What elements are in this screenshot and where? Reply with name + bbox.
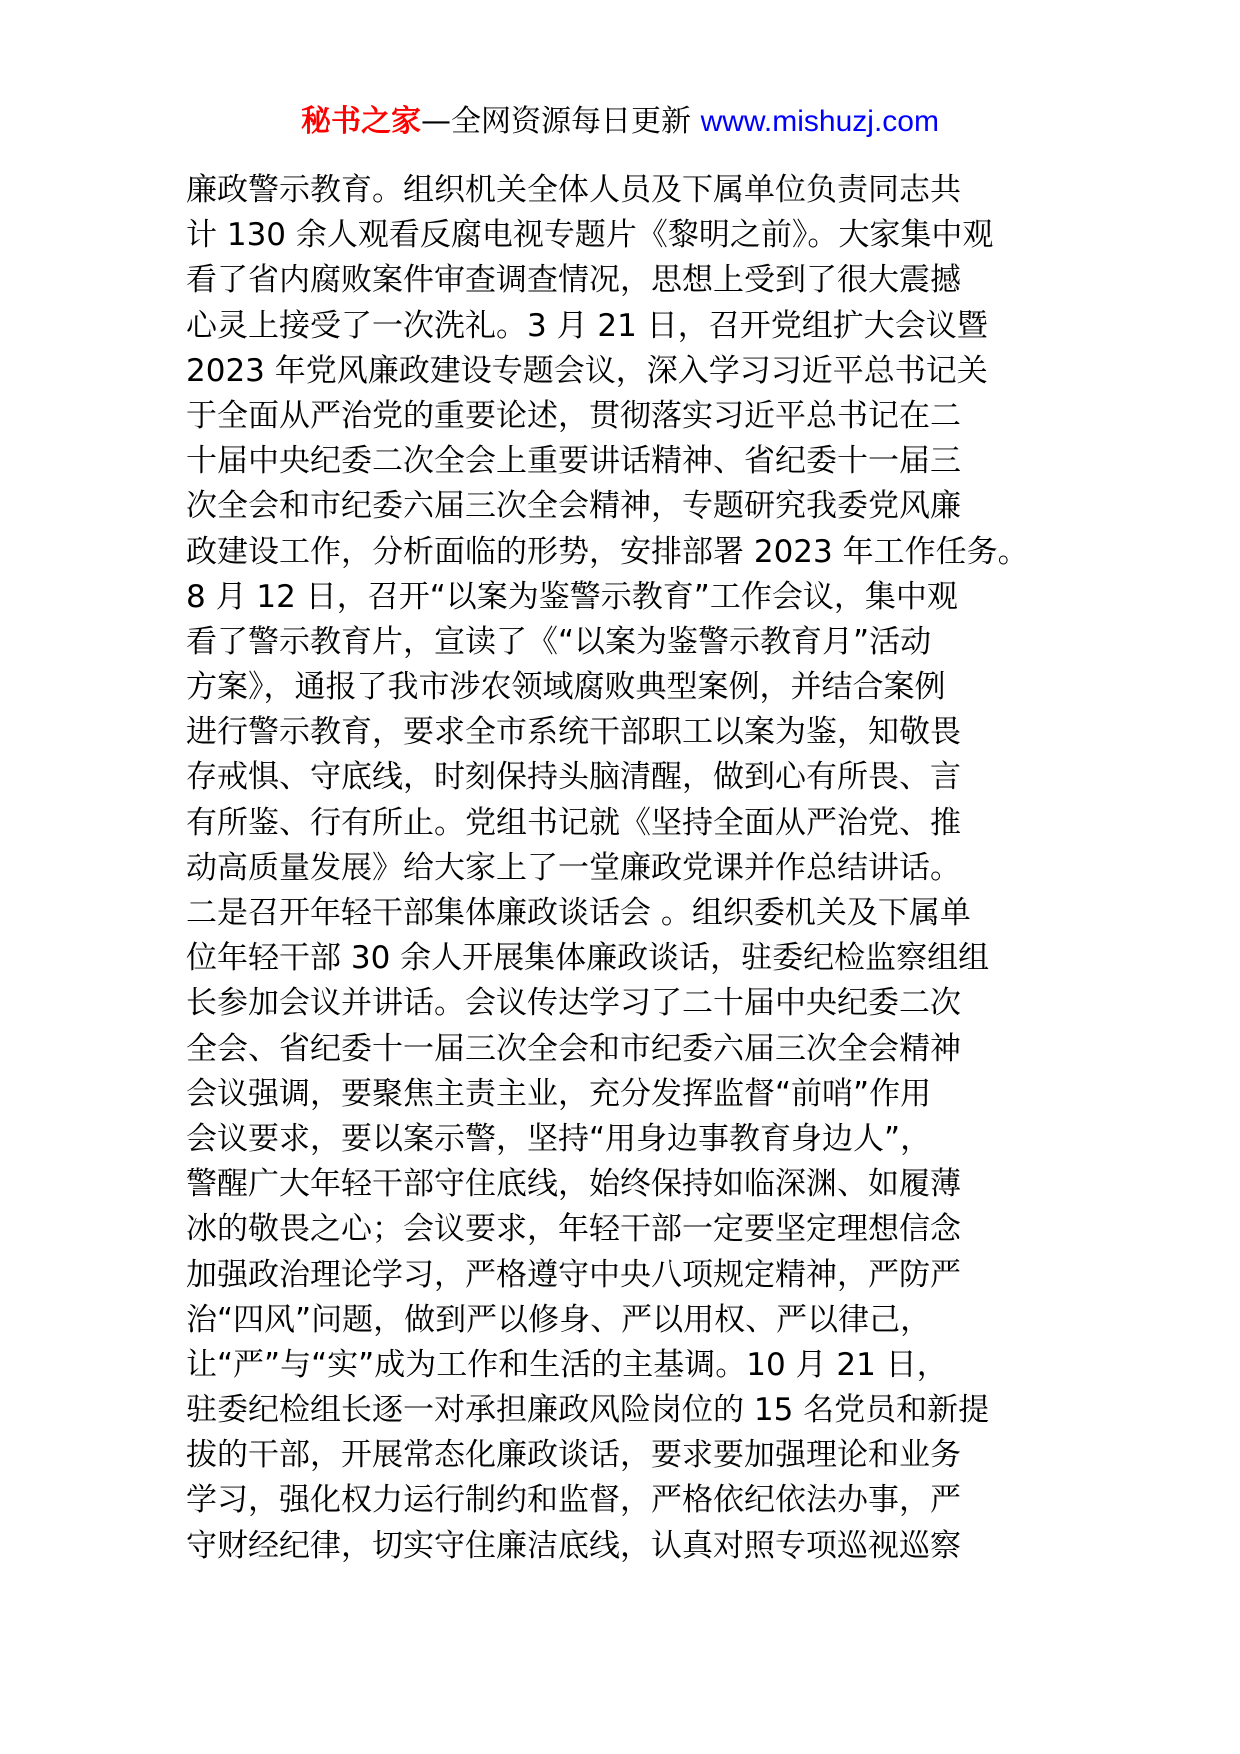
text-line: 于全面从严治党的重要论述，贯彻落实习近平总书记在二	[186, 397, 961, 434]
text-line: 十届中央纪委二次全会上重要讲话精神、省纪委十一届三	[186, 443, 961, 480]
text-line: 冰的敬畏之心；会议要求，年轻干部一定要坚定理想信念	[186, 1211, 961, 1248]
page-header	[0, 100, 1240, 144]
text-line: 计 130 余人观看反腐电视专题片《黎明之前》。大家集中观	[186, 217, 994, 254]
text-line: 有所鉴、行有所止。党组书记就《坚持全面从严治党、推	[186, 804, 961, 841]
text-line: 方案》，通报了我市涉农领域腐败典型案例，并结合案例	[186, 669, 946, 706]
text-line: 8 月 12 日，召开“以案为鉴警示教育”工作会议，集中观	[186, 578, 958, 615]
text-line: 长参加会议并讲话。会议传达学习了二十届中央纪委二次	[186, 985, 961, 1022]
text-line: 学习，强化权力运行制约和监督，严格依纪依法办事，严	[186, 1482, 961, 1519]
site-url-link[interactable]: www.mishuzj.com	[700, 105, 939, 138]
text-line: 廉政警示教育。组织机关全体人员及下属单位负责同志共	[186, 172, 961, 208]
text-line: 二是召开年轻干部集体廉政谈话会 。组织委机关及下属单	[186, 895, 971, 931]
text-line: 治“四风”问题，做到严以修身、严以用权、严以律己，	[186, 1301, 932, 1338]
text-line: 警醒广大年轻干部守住底线，始终保持如临深渊、如履薄	[186, 1166, 961, 1203]
text-line: 2023 年党风廉政建设专题会议，深入学习习近平总书记关	[186, 352, 988, 389]
text-line: 政建设工作，分析面临的形势，安排部署 2023 年工作任务。	[186, 533, 1029, 570]
site-tagline: —全网资源每日更新	[421, 104, 701, 139]
text-line: 动高质量发展》给大家上了一堂廉政党课并作总结讲话。	[186, 849, 961, 886]
text-line: 会议强调，要聚焦主责主业，充分发挥监督“前哨”作用	[186, 1075, 932, 1112]
text-line: 让“严”与“实”成为工作和生活的主基调。10 月 21 日，	[186, 1346, 948, 1383]
text-line: 存戒惧、守底线，时刻保持头脑清醒，做到心有所畏、言	[186, 759, 961, 796]
text-line: 全会、省纪委十一届三次全会和市纪委六届三次全会精神	[186, 1030, 961, 1067]
site-brand: 秘书之家	[301, 104, 422, 139]
text-line: 心灵上接受了一次洗礼。3 月 21 日，召开党组扩大会议暨	[186, 307, 988, 344]
text-line: 看了警示教育片，宣读了《“以案为鉴警示教育月”活动	[186, 623, 932, 660]
text-line: 看了省内腐败案件审查调查情况，思想上受到了很大震撼	[186, 262, 961, 299]
text-line: 驻委纪检组长逐一对承担廉政风险岗位的 15 名党员和新提	[186, 1392, 990, 1429]
text-line: 次全会和市纪委六届三次全会精神，专题研究我委党风廉	[186, 488, 961, 525]
text-line: 拔的干部，开展常态化廉政谈话，要求要加强理论和业务	[186, 1437, 961, 1474]
document-body	[186, 168, 1086, 1569]
text-line: 位年轻干部 30 余人开展集体廉政谈话，驻委纪检监察组组	[186, 940, 990, 977]
text-line: 会议要求，要以案示警，坚持“用身边事教育身边人”，	[186, 1120, 932, 1157]
text-line: 进行警示教育，要求全市系统干部职工以案为鉴，知敬畏	[186, 714, 961, 751]
text-line: 加强政治理论学习，严格遵守中央八项规定精神，严防严	[186, 1256, 961, 1293]
text-line: 守财经纪律，切实守住廉洁底线，认真对照专项巡视巡察	[186, 1527, 961, 1564]
